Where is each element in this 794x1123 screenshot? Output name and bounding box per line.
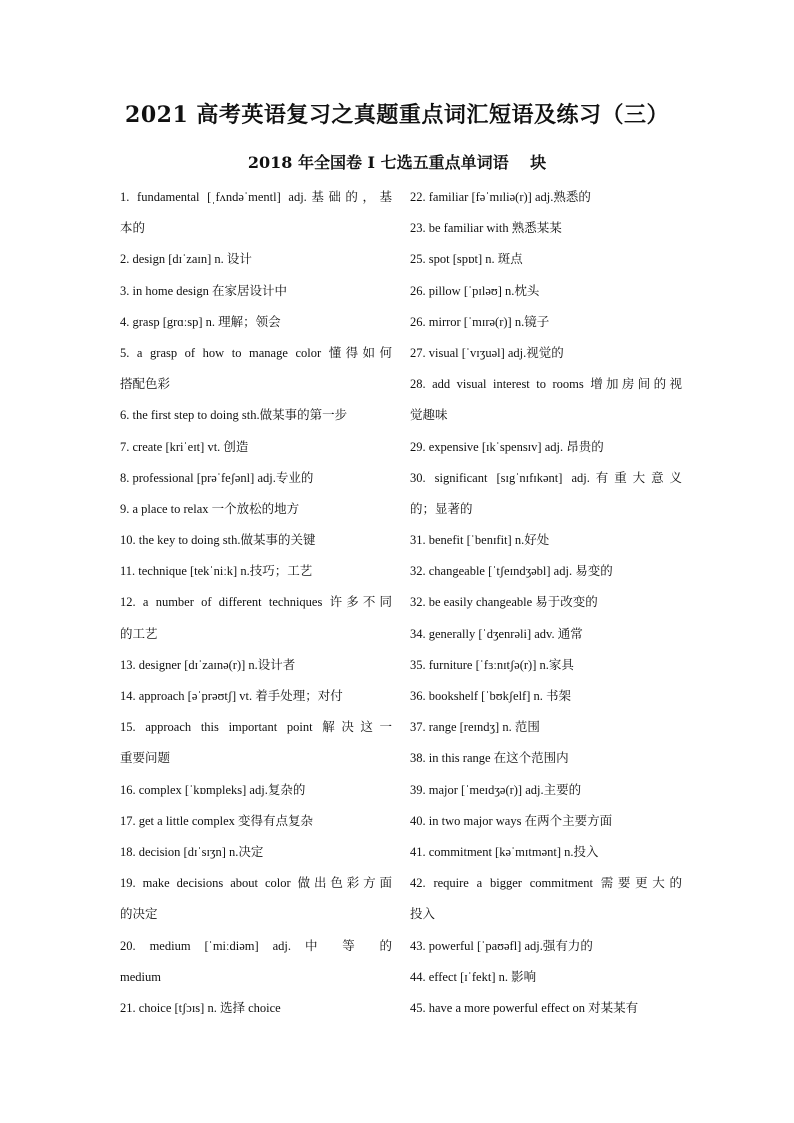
vocab-line: 11. technique [tekˈniːk] n.技巧；工艺 xyxy=(120,564,313,579)
vocab-line: medium xyxy=(120,969,161,984)
section-subtitle: 2018 年全国卷 I 七选五重点单词语 块 xyxy=(247,153,547,172)
vocab-line: 18. decision [dɪˈsɪʒn] n.决定 xyxy=(120,844,264,859)
vocab-line: 27. visual [ˈvɪʒuəl] adj.视觉的 xyxy=(410,345,564,360)
vocab-line: 6. the first step to doing sth.做某事的第一步 xyxy=(120,408,348,423)
vocab-line: 7. create [kriˈeɪt] vt. 创造 xyxy=(120,439,249,454)
vocab-line: 5. a grasp of how to manage color 懂得如何 xyxy=(120,345,392,360)
vocab-line: 39. major [ˈmeɪdʒə(r)] adj.主要的 xyxy=(410,782,582,797)
vocab-line: 40. in two major ways 在两个主要方面 xyxy=(410,813,613,828)
vocab-line: 42. require a bigger commitment 需要更大的 xyxy=(410,876,682,891)
vocab-line: 的；显著的 xyxy=(410,501,473,516)
vocab-line: 投入 xyxy=(410,907,436,922)
vocab-line: 26. mirror [ˈmɪrə(r)] n.镜子 xyxy=(410,314,550,329)
vocab-line: 38. in this range 在这个范围内 xyxy=(410,751,569,766)
vocab-line: 41. commitment [kəˈmɪtmənt] n.投入 xyxy=(410,844,599,859)
vocab-line: 23. be familiar with 熟悉某某 xyxy=(410,221,562,236)
vocab-line: 2. design [dɪˈzaɪn] n. 设计 xyxy=(120,252,252,267)
vocab-line: 14. approach [əˈprəʊtʃ] vt. 着手处理；对付 xyxy=(120,689,343,703)
vocab-line: 17. get a little complex 变得有点复杂 xyxy=(120,813,314,828)
vocab-line: 3. in home design 在家居设计中 xyxy=(120,283,288,298)
vocab-line: 15. approach this important point 解决这一 xyxy=(120,720,392,735)
vocab-line: 10. the key to doing sth.做某事的关键 xyxy=(120,533,316,548)
vocab-line: 9. a place to relax 一个放松的地方 xyxy=(120,501,300,516)
vocab-line: 32. changeable [ˈtʃeɪndʒəbl] adj. 易变的 xyxy=(410,564,613,579)
vocab-line: 重要问题 xyxy=(120,751,171,766)
vocab-line: 21. choice [tʃɔɪs] n. 选择 choice xyxy=(120,1000,281,1015)
vocab-line: 35. furniture [ˈfɜːnɪtʃə(r)] n.家具 xyxy=(410,657,574,672)
vocab-line: 的工艺 xyxy=(120,626,158,641)
vocab-line: 31. benefit [ˈbenɪfit] n.好处 xyxy=(410,533,550,548)
vocab-line: 22. familiar [fəˈmɪliə(r)] adj.熟悉的 xyxy=(410,190,591,204)
vocab-line: 19. make decisions about color 做出色彩方面 xyxy=(120,876,392,891)
vocab-line: 8. professional [prəˈfeʃənl] adj.专业的 xyxy=(120,470,314,485)
vocab-line: 28. add visual interest to rooms 增加房间的视 xyxy=(410,377,682,392)
vocab-line: 34. generally [ˈdʒenrəli] adv. 通常 xyxy=(410,626,583,641)
vocab-line: 36. bookshelf [ˈbʊkʃelf] n. 书架 xyxy=(410,689,571,703)
vocab-line: 1. fundamental [ˌfʌndəˈmentl] adj.基础的，基 xyxy=(120,190,392,204)
document-title: 2021 高考英语复习之真题重点词汇短语及练习（三） xyxy=(125,102,669,128)
vocab-line: 搭配色彩 xyxy=(120,377,171,392)
vocab-line: 43. powerful [ˈpaʊəfl] adj.强有力的 xyxy=(410,938,593,953)
vocab-line: 20. medium [ˈmiːdiəm] adj. 中 等 的 xyxy=(120,938,392,953)
right-vocab-column xyxy=(410,182,682,1024)
vocab-line: 44. effect [ɪˈfekt] n. 影响 xyxy=(410,969,537,984)
vocab-line: 37. range [reɪndʒ] n. 范围 xyxy=(410,720,540,735)
vocab-line: 45. have a more powerful effect on 对某某有 xyxy=(410,1000,639,1015)
vocab-line: 4. grasp [grɑːsp] n. 理解；领会 xyxy=(120,314,281,329)
vocab-line: 的决定 xyxy=(120,907,158,922)
vocab-line: 32. be easily changeable 易于改变的 xyxy=(410,595,598,610)
vocab-line: 25. spot [spɒt] n. 斑点 xyxy=(410,252,523,267)
left-vocab-column xyxy=(120,182,392,1024)
vocab-line: 30. significant [sɪgˈnɪfɪkənt] adj.有重大意义 xyxy=(410,470,682,485)
vocab-line: 16. complex [ˈkɒmpleks] adj.复杂的 xyxy=(120,782,306,797)
vocab-line: 13. designer [dɪˈzaɪnə(r)] n.设计者 xyxy=(120,657,296,672)
vocab-line: 觉趣味 xyxy=(410,408,448,423)
vocab-line: 26. pillow [ˈpɪləʊ] n.枕头 xyxy=(410,283,540,298)
vocab-line: 本的 xyxy=(120,221,146,236)
vocab-line: 29. expensive [ɪkˈspensɪv] adj. 昂贵的 xyxy=(410,439,604,454)
vocab-line: 12. a number of different techniques 许多不同 xyxy=(120,595,392,610)
